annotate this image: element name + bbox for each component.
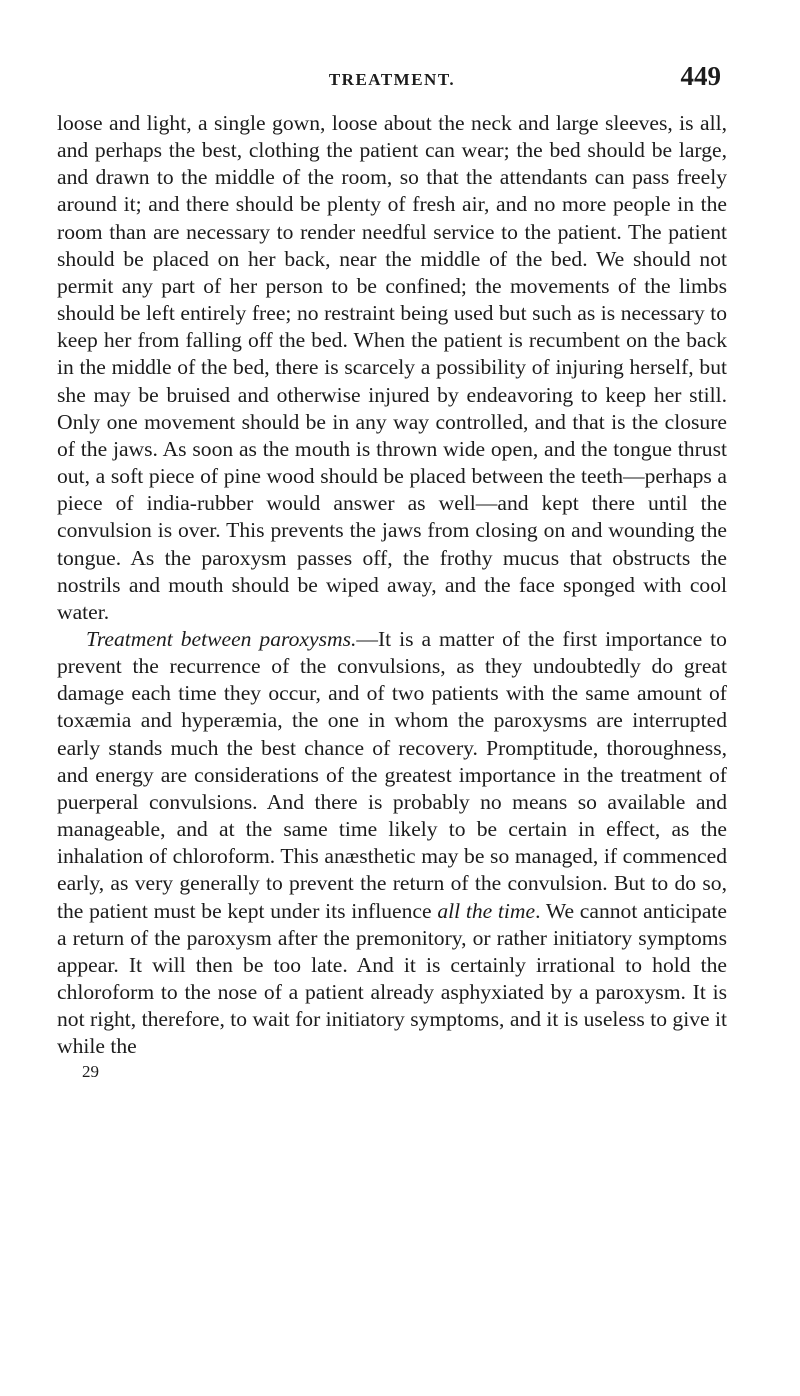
signature-mark: 29	[82, 1062, 99, 1082]
paragraph-text-part-1: —It is a matter of the first importance to prevent the recurrence of the convulsions, as they undoubtedly do great damage each time they occur, and of two patients with the same amount of toxæmia and hyperæmia, the one in whom the paroxysms are interrupted early stands much the best chance of recovery. Promptitude, thoroughness, and energy are considerations of the greatest importance in the treatment of puerperal convulsions. And there is probably no means so available and manageable, and at the same time likely to be certain in effect, as the inhalation of chloroform. This anæsthetic may be so managed, if commenced early, as very generally to prevent the return of the convulsion. But to do so, the patient must be kept under its influence	[57, 626, 727, 923]
book-page	[57, 61, 728, 1082]
paragraph-treatment-between-paroxysms	[57, 626, 727, 1061]
page-number: 449	[680, 61, 721, 91]
paragraph-text-part-2: . We cannot anticipate a return of the paroxysm after the premonitory, or rather initiatory symptoms appear. It will then be too late. And it is certainly irrational to hold the chloroform to the nose of a patient already asphyxiated by a paroxysm. It is not right, therefore, to wait for initiatory symptoms, and it is useless to give it while the	[57, 898, 728, 1059]
running-head: TREATMENT.	[328, 70, 456, 89]
section-heading: Treatment between paroxysms.	[86, 626, 357, 651]
page-header	[57, 61, 727, 104]
paragraph-continued: loose and light, a single gown, loose about the neck and large sleeves, is all, and perhaps the best, clothing the patient can wear; the bed should be large, and drawn to the middle of the room, so that the attendants can pass freely around it; and there should be plenty of fresh air, and no more people in the room than are necessary to render needful service to the patient. The patient should be placed on her back, near the middle of the bed. We should not permit any part of her person to be confined; the movements of the limbs should be left entirely free; no restraint being used but such as is necessary to keep her from falling off the bed. When the patient is recumbent on the back in the middle of the bed, there is scarcely a possibility of injuring herself, but she may be bruised and otherwise injured by endeavoring to keep her still. Only one movement should be in any way controlled, and that is the closure of the jaws. As soon as the mouth is thrown wide open, and the tongue thrust out, a soft piece of pine wood should be placed between the teeth—perhaps a piece of india-rubber would answer as well—and kept there until the convulsion is over. This prevents the jaws from closing on and wounding the tongue. As the paroxysm passes off, the frothy mucus that obstructs the nostrils and mouth should be wiped away, and the face sponged with cool water.	[57, 111, 727, 624]
emphasis-text: all the time	[437, 898, 536, 923]
body-text	[57, 110, 727, 1060]
